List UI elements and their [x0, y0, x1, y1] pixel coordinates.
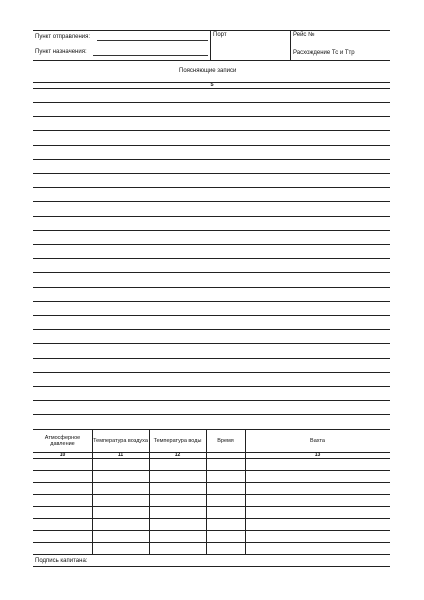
- departure-label: Пункт отправления:: [35, 34, 91, 40]
- notes-line[interactable]: [33, 116, 390, 117]
- notes-line[interactable]: [33, 343, 390, 344]
- col-num-water-temp: 12: [174, 452, 181, 458]
- notes-title: Поясняющие записи: [179, 68, 237, 74]
- table-row[interactable]: [33, 494, 390, 495]
- table-row[interactable]: [33, 482, 390, 483]
- notes-line[interactable]: [33, 258, 390, 259]
- port-label: Порт: [213, 32, 227, 38]
- notes-line[interactable]: [33, 201, 390, 202]
- col-head-watch: Вахта: [310, 437, 325, 444]
- notes-line[interactable]: [33, 216, 390, 217]
- notes-line[interactable]: [33, 272, 390, 273]
- notes-line[interactable]: [33, 82, 390, 83]
- notes-line[interactable]: [33, 414, 390, 415]
- notes-line[interactable]: [33, 372, 390, 373]
- form-header: [33, 30, 390, 61]
- col-head-air-temp: Температура воздуха: [93, 437, 148, 444]
- table-row[interactable]: [33, 470, 390, 471]
- notes-line[interactable]: [33, 358, 390, 359]
- col-num-watch: 13: [314, 452, 321, 458]
- notes-line[interactable]: [33, 130, 390, 131]
- notes-line[interactable]: [33, 386, 390, 387]
- captain-signature-label: Подпись капитана:: [35, 558, 88, 564]
- notes-lines: [33, 82, 390, 429]
- table-row[interactable]: [33, 506, 390, 507]
- col-head-pressure: Атмосферное давление: [44, 434, 81, 447]
- notes-line[interactable]: [33, 145, 390, 146]
- header-divider-1: [210, 31, 211, 60]
- notes-line[interactable]: [33, 315, 390, 316]
- notes-line[interactable]: [33, 287, 390, 288]
- col-head-water-temp: Температура воды: [153, 437, 202, 444]
- departure-field[interactable]: [97, 40, 208, 41]
- notes-line[interactable]: [33, 159, 390, 160]
- table-row[interactable]: [33, 530, 390, 531]
- notes-line[interactable]: [33, 102, 390, 103]
- notes-column-number: 5: [210, 82, 214, 88]
- captain-signature-line[interactable]: [33, 566, 390, 567]
- notes-line[interactable]: [33, 301, 390, 302]
- notes-line[interactable]: [33, 244, 390, 245]
- notes-line[interactable]: [33, 400, 390, 401]
- notes-line[interactable]: [33, 173, 390, 174]
- notes-line[interactable]: [33, 88, 390, 89]
- voyage-label: Рейс №: [293, 32, 315, 38]
- table-row[interactable]: [33, 518, 390, 519]
- header-divider-2: [290, 31, 291, 60]
- destination-label: Пункт назначения:: [35, 49, 87, 55]
- notes-line[interactable]: [33, 329, 390, 330]
- destination-field[interactable]: [93, 55, 208, 56]
- col-num-time: [206, 452, 245, 458]
- weather-table: [33, 429, 390, 555]
- col-num-pressure: 10: [59, 452, 66, 458]
- table-number-divider: [33, 458, 390, 459]
- notes-line[interactable]: [33, 187, 390, 188]
- table-row[interactable]: [33, 542, 390, 543]
- notes-line[interactable]: [33, 230, 390, 231]
- discrepancy-label: Расхождение Тс и Ттр: [293, 50, 355, 56]
- col-num-air-temp: 11: [117, 452, 124, 458]
- col-head-time: Время: [217, 437, 234, 444]
